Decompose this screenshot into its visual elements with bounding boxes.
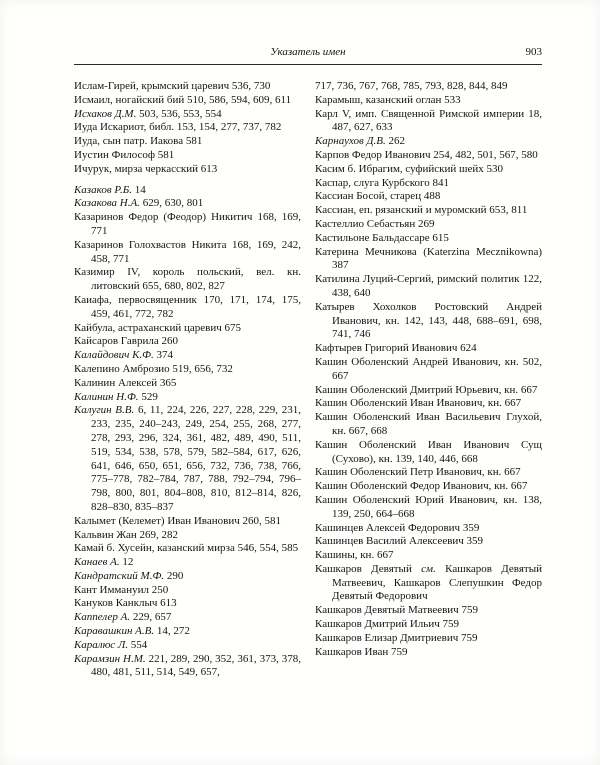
entry-text-part: Кашин Оболенский Дмитрий Юрьевич, кн. 667: [315, 383, 538, 396]
index-columns: [74, 80, 542, 680]
entry-text-part: Калугин В.В.: [74, 404, 135, 417]
index-entry: [315, 535, 542, 549]
index-entry: [74, 239, 301, 267]
entry-text-part: 529: [138, 390, 158, 403]
entry-text-part: Кассиан Босой, старец 488: [315, 190, 441, 203]
entry-text-part: Кашин Оболенский Иван Иванович, кн. 667: [315, 397, 522, 410]
entry-text-part: 290: [164, 569, 184, 582]
entry-text-part: Кашкаров Иван 759: [315, 645, 408, 658]
entry-text-part: Кассиан, еп. рязанский и муромский 653, 811: [315, 204, 528, 217]
entry-text-part: Кашкаров Елизар Дмитриевич 759: [315, 631, 478, 644]
entry-text-part: Карамзин Н.М.: [74, 652, 146, 665]
entry-text-part: Калайдович К.Ф.: [74, 349, 154, 362]
entry-text-part: Канаев А.: [74, 556, 120, 569]
index-entry: [315, 466, 542, 480]
index-column-right: [315, 80, 542, 680]
index-entry: [315, 480, 542, 494]
entry-text-part: Исмаил, ногайский бий 510, 586, 594, 609, 611: [74, 93, 292, 106]
entry-text-part: Калинин Н.Ф.: [74, 390, 139, 403]
entry-text-part: Казимир IV, король польский, вел. кн. литовский 655, 680, 802, 827: [74, 266, 301, 293]
entry-text-part: 221, 289, 290, 352, 361, 373, 378, 480, 481, 511, 514, 549, 657,: [91, 652, 302, 679]
entry-text-part: Калымет (Келемет) Иван Иванович 260, 581: [74, 514, 281, 527]
entry-text-part: Карнаухов Д.В.: [315, 135, 386, 148]
index-entry: [74, 556, 301, 570]
entry-text-part: Казаков Р.Б.: [74, 183, 132, 196]
entry-text-part: Казакова Н.А.: [74, 197, 140, 210]
entry-text-part: Кашин Оболенский Петр Иванович, кн. 667: [315, 466, 521, 479]
entry-text-part: Катерина Мечникова (Katerzina Mecznikowna) 387: [315, 245, 542, 272]
index-entry: [315, 149, 542, 163]
entry-text-part: 14, 272: [154, 625, 190, 638]
index-entry: [74, 149, 301, 163]
index-entry: [74, 597, 301, 611]
entry-text-part: 554: [128, 638, 148, 651]
entry-text-part: Карамыш, казанский оглан 533: [315, 93, 461, 106]
entry-text-part: Кашинцев Василий Алексеевич 359: [315, 535, 484, 548]
entry-text-part: Кайбула, астраханский царевич 675: [74, 321, 242, 334]
index-entry: [315, 135, 542, 149]
entry-text-part: 503, 536, 553, 554: [136, 107, 222, 120]
entry-text-part: Карл V, имп. Священной Римской империи 18, 487, 627, 633: [315, 107, 542, 134]
entry-text-part: Кашин Оболенский Андрей Иванович, кн. 502, 667: [315, 355, 542, 382]
index-entry: [74, 335, 301, 349]
entry-text-part: Катырев Хохолков Ростовский Андрей Иванович, кн. 142, 143, 448, 688–691, 698, 741, 746: [315, 300, 542, 341]
index-entry: [74, 322, 301, 336]
index-entry: [74, 349, 301, 363]
entry-text-part: 12: [119, 556, 134, 569]
entry-text-part: Катилина Луций-Сергий, римский политик 122, 438, 640: [315, 273, 542, 299]
index-entry: [315, 80, 542, 94]
entry-text-part: 262: [385, 135, 405, 148]
page-header: [74, 46, 542, 60]
index-entry: [74, 80, 301, 94]
index-entry: [315, 246, 542, 274]
index-entry: [74, 163, 301, 177]
index-entry: [315, 397, 542, 411]
entry-text-part: Кальвин Жан 269, 282: [74, 528, 178, 541]
index-entry: [315, 549, 542, 563]
entry-text-part: Кануков Канклыч 613: [74, 597, 177, 610]
entry-text-part: Кашин Оболенский Иван Иванович Сущ (Сухово), кн. 139, 140, 446, 668: [315, 438, 542, 465]
entry-text-part: Камай б. Хусейн, казанский мирза 546, 554, 585: [74, 542, 299, 555]
index-entry: [74, 515, 301, 529]
index-entry: [74, 211, 301, 239]
entry-text-part: Кайсаров Гаврила 260: [74, 335, 178, 348]
header-rule: [74, 64, 542, 65]
index-entry: [74, 184, 301, 198]
index-entry: [74, 529, 301, 543]
index-entry: [315, 522, 542, 536]
entry-text-part: 14: [131, 183, 146, 196]
entry-text-part: Ичурук, мирза черкасский 613: [74, 162, 218, 175]
index-entry: [315, 384, 542, 398]
index-entry: [315, 646, 542, 660]
index-entry: [74, 377, 301, 391]
entry-text-part: Кашкаров Дмитрий Ильич 759: [315, 618, 459, 631]
entry-text-part: Кафтырев Григорий Иванович 624: [315, 342, 477, 355]
entry-text-part: Каспар, слуга Курбского 841: [315, 176, 450, 189]
entry-text-part: Кашкаров Девятый: [315, 562, 422, 575]
entry-text-part: Иуда, сын патр. Иакова 581: [74, 135, 203, 148]
entry-text-part: 717, 736, 767, 768, 785, 793, 828, 844, 849: [315, 80, 508, 92]
page-number: 903: [525, 46, 542, 58]
index-entry: [74, 639, 301, 653]
entry-text-part: 374: [153, 349, 173, 362]
index-entry: [315, 190, 542, 204]
index-entry: [315, 108, 542, 136]
index-entry: [315, 439, 542, 467]
entry-text-part: Кант Иммануил 250: [74, 583, 169, 596]
index-entry: [74, 653, 301, 681]
entry-text-part: Казаринов Голохвастов Никита 168, 169, 242, 458, 771: [74, 238, 301, 265]
index-entry: [74, 625, 301, 639]
entry-text-part: Каппелер А.: [74, 611, 131, 624]
entry-text-part: Кандратский М.Ф.: [74, 569, 165, 582]
index-entry: [315, 604, 542, 618]
index-entry: [315, 94, 542, 108]
entry-text-part: Кашин Оболенский Иван Васильевич Глухой, кн. 667, 668: [315, 411, 542, 437]
index-entry: [74, 404, 301, 514]
index-entry: [74, 391, 301, 405]
index-entry: [315, 232, 542, 246]
entry-text-part: Кастеллио Себастьян 269: [315, 217, 435, 230]
index-entry: [74, 108, 301, 122]
index-entry: [74, 611, 301, 625]
entry-text-part: Каиафа, первосвященник 170, 171, 174, 175, 459, 461, 772, 782: [74, 293, 301, 320]
index-entry: [74, 135, 301, 149]
index-entry: [74, 570, 301, 584]
entry-text-part: Казаринов Федор (Феодор) Никитич 168, 169, 771: [74, 211, 301, 237]
entry-text-part: 629, 630, 801: [139, 197, 204, 210]
entry-text-part: Иустин Философ 581: [74, 148, 175, 161]
index-entry: [74, 542, 301, 556]
index-entry: [315, 273, 542, 301]
index-entry: [315, 218, 542, 232]
index-entry: [74, 121, 301, 135]
index-entry: [315, 163, 542, 177]
index-entry: [315, 632, 542, 646]
entry-text-part: Кашин Оболенский Юрий Иванович, кн. 138, 139, 250, 664–668: [315, 493, 542, 520]
entry-text-part: Исхаков Д.М.: [74, 107, 137, 120]
index-entry: [74, 584, 301, 598]
index-entry: [315, 356, 542, 384]
entry-text-part: Карпов Федор Иванович 254, 482, 501, 567, 580: [315, 148, 538, 161]
index-entry: [315, 494, 542, 522]
index-entry: [74, 294, 301, 322]
entry-text-part: 6, 11, 224, 226, 227, 228, 229, 231, 233, 235, 240–243, 249, 254, 255, 268, 277, 278, 293, 296, 324, 361, 482, 489, 490, 511, 519, 534, 538, 578, 579, 582–584, 617, 626, 641, 646, 650, 651, 656, 732, 736, 738, 766, 775–778, 782–784, 787, 788, 792–794, 796–798, 800, 801, 804–808, 810, 812–814, 826, 828–830, 835–837: [91, 404, 301, 513]
index-entry: [315, 411, 542, 439]
index-entry: [74, 197, 301, 211]
entry-text-part: Кастильоне Бальдассаре 615: [315, 231, 449, 244]
entry-text-part: Кашкаров Девятый Матвеевич, Кашкаров Слепушкин Федор Девятый Федорович: [332, 562, 542, 603]
entry-text-part: Каралюс Л.: [74, 638, 129, 651]
entry-text-part: Кашины, кн. 667: [315, 549, 394, 562]
index-entry: [315, 301, 542, 342]
entry-text-part: Кашкаров Девятый Матвеевич 759: [315, 604, 478, 617]
entry-text-part: Ислам-Гирей, крымский царевич 536, 730: [74, 80, 271, 92]
index-entry: [74, 94, 301, 108]
entry-text-part: см.: [421, 562, 436, 575]
index-entry: [315, 563, 542, 604]
entry-text-part: Иуда Искариот, библ. 153, 154, 277, 737, 782: [74, 121, 282, 134]
entry-text-part: Кашинцев Алексей Федорович 359: [315, 521, 480, 534]
index-entry: [315, 342, 542, 356]
index-entry: [315, 204, 542, 218]
index-entry: [315, 177, 542, 191]
index-column-left: [74, 80, 301, 680]
entry-text-part: Кашин Оболенский Федор Иванович, кн. 667: [315, 480, 528, 493]
index-entry: [315, 618, 542, 632]
running-title: Указатель имен: [270, 46, 346, 58]
entry-text-part: Калепино Амброзио 519, 656, 732: [74, 362, 233, 375]
index-entry: [74, 363, 301, 377]
entry-text-part: 229, 657: [130, 611, 172, 624]
index-entry: [74, 266, 301, 294]
entry-text-part: Калинин Алексей 365: [74, 376, 177, 389]
entry-text-part: Касим б. Ибрагим, суфийский шейх 530: [315, 162, 504, 175]
entry-text-part: Каравашкин А.В.: [74, 625, 155, 638]
